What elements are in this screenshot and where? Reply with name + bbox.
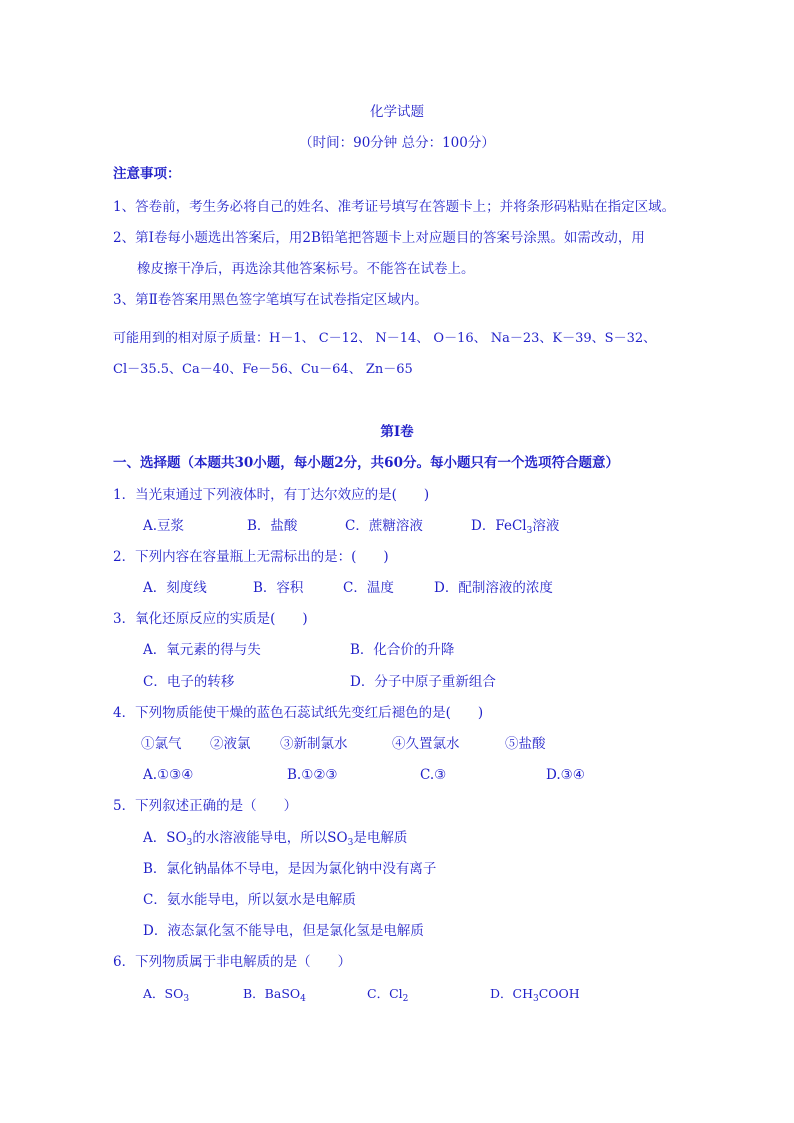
q1-option-d: D．FeCl$_3$溶液 <box>471 518 560 536</box>
note-item-2: 2、第Ⅰ卷每小题选出答案后，用2B铅笔把答题卡上对应题目的答案号涂黑。如需改动，用 <box>113 230 645 246</box>
page-title: 化学试题 <box>370 104 424 120</box>
question-1-stem: 1．当光束通过下列液体时，有丁达尔效应的是( ) <box>113 487 430 503</box>
atomic-mass-line-2: Cl－35.5、Ca－40、Fe－56、Cu－64、 Zn－65 <box>113 362 413 377</box>
q4-item-2: ②液氯 <box>210 736 251 752</box>
q6-option-a: A．$SO_3$ <box>143 986 190 1004</box>
q3-option-d: D．分子中原子重新组合 <box>350 674 496 690</box>
q2-option-d: D．配制溶液的浓度 <box>434 580 553 596</box>
section-title: 第Ⅰ卷 <box>380 424 414 440</box>
q4-item-4: ④久置氯水 <box>392 736 460 752</box>
question-5-stem: 5．下列叙述正确的是（ ） <box>113 798 298 814</box>
note-item-1: 1、答卷前，考生务必将自己的姓名、准考证号填写在答题卡上；并将条形码粘贴在指定区域。 <box>113 199 676 215</box>
q5-option-b: B．氯化钠晶体不导电，是因为氯化钠中没有离子 <box>143 861 437 877</box>
q4-item-3: ③新制氯水 <box>280 736 348 752</box>
q5-option-c: C．氨水能导电，所以氨水是电解质 <box>143 892 356 908</box>
q4-option-c: C.③ <box>420 767 447 783</box>
q4-option-d: D.③④ <box>546 767 585 783</box>
question-4-stem: 4．下列物质能使干燥的蓝色石蕊试纸先变红后褪色的是( ) <box>113 705 484 721</box>
q3-option-c: C．电子的转移 <box>143 674 235 690</box>
notes-heading: 注意事项： <box>113 166 181 182</box>
q3-option-b: B．化合价的升降 <box>350 642 455 658</box>
q4-item-1: ①氯气 <box>141 736 182 752</box>
q6-option-b: B．BaSO$_4$ <box>243 986 306 1004</box>
q6-option-d: D．$CH_3COOH$ <box>490 986 580 1004</box>
q2-option-a: A．刻度线 <box>143 580 207 596</box>
question-6-stem: 6．下列物质属于非电解质的是（ ） <box>113 954 352 970</box>
q2-option-c: C．温度 <box>343 580 394 596</box>
q1-option-b: B．盐酸 <box>247 518 298 534</box>
q5-option-d: D．液态氯化氢不能导电，但是氯化氢是电解质 <box>143 923 424 939</box>
question-2-stem: 2．下列内容在容量瓶上无需标出的是：( ) <box>113 549 389 565</box>
q6-option-c: C．$Cl_2$ <box>367 986 409 1004</box>
q4-option-b: B.①②③ <box>287 767 338 783</box>
note-item-2-cont: 橡皮擦干净后，再选涂其他答案标号。不能答在试卷上。 <box>137 261 475 277</box>
exam-subtitle: （时间：90分钟 总分：100分） <box>299 135 495 151</box>
q1-option-c: C．蔗糖溶液 <box>345 518 423 534</box>
note-item-3: 3、第Ⅱ卷答案用黑色签字笔填写在试卷指定区域内。 <box>113 292 428 308</box>
part-heading: 一、选择题（本题共30小题，每小题2分，共60分。每小题只有一个选项符合题意） <box>113 455 619 471</box>
atomic-mass-line-1: 可能用到的相对原子质量：H－1、 C－12、 N－14、 O－16、 Na－23、K－39、S－32、 <box>113 331 657 346</box>
q5-option-a: A．$SO_3$的水溶液能导电，所以$SO_3$是电解质 <box>143 830 408 848</box>
q3-option-a: A．氧元素的得与失 <box>143 642 261 658</box>
question-3-stem: 3．氧化还原反应的实质是( ) <box>113 611 308 627</box>
q2-option-b: B．容积 <box>253 580 304 596</box>
q4-item-5: ⑤盐酸 <box>505 736 546 752</box>
q1-option-a: A.豆浆 <box>143 518 185 534</box>
q4-option-a: A.①③④ <box>143 767 194 783</box>
